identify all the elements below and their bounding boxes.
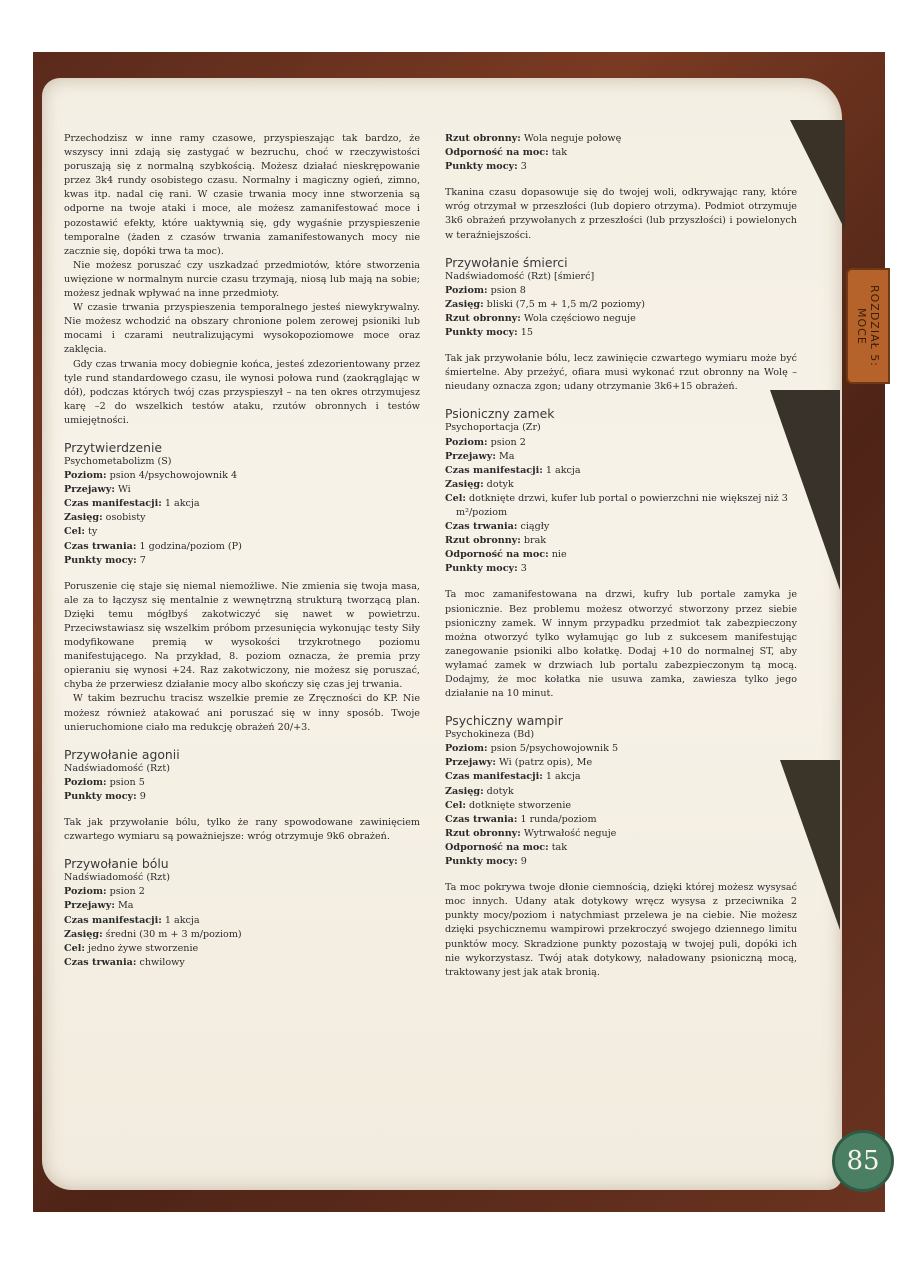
stat-line: Punkty mocy: 15 xyxy=(445,327,533,339)
power-description: Tkanina czasu dopasowuje się do twojej woli, odkrywając rany, które wróg otrzymał w przeszłości (lub dopiero otrzyma). Podmiot otrzymuje 3k6 obrażeń przywołanych z przeszłości (lub przyszłości) i powielonych w teraźniejszości. xyxy=(445,187,797,241)
power-title: Przytwierdzenie xyxy=(64,439,163,455)
stat-line: Czas manifestacji: 1 akcja xyxy=(445,464,581,476)
stat-line: Poziom: psion 4/psychowojownik 4 xyxy=(64,470,238,482)
power-discipline: Psychokineza (Bd) xyxy=(445,729,535,741)
stat-line: Czas manifestacji: 1 akcja xyxy=(64,498,200,510)
stat-line: Punkty mocy: 3 xyxy=(445,161,527,173)
page-number: 85 xyxy=(832,1130,894,1192)
stat-line: Cel: ty xyxy=(64,526,98,538)
stat-line: Czas trwania: 1 runda/poziom xyxy=(445,813,597,825)
stat-line: Odporność na moc: tak xyxy=(445,147,568,159)
intro-paragraph: Przechodzisz w inne ramy czasowe, przyspieszając tak bardzo, że wszyscy inni zdają się zastygać w bezruchu, choć w rzeczywistości poruszają się z normalną szybkością. Możesz działać nieskrępowanie przez 3k4 rundy osobistego czasu. Normalny i magiczny ogień, zimno, kwas itp. nadal cię rani. W czasie trwania mocy inne stworzenia są odporne na twoje ataki i moce, ale możesz zamanifestować moce i pozostawić efekty, które uaktywnią się, gdy wygaśnie przyspieszenie temporalne (żaden z czasów trwania zamanifestowanych mocy nie zacznie się, dopóki trwa ta moc). xyxy=(64,133,420,257)
stat-line: Poziom: psion 5/psychowojownik 5 xyxy=(445,743,619,755)
stat-line: Zasięg: osobisty xyxy=(64,512,146,524)
chapter-tab-label: ROZDZIAŁ 5: MOCE xyxy=(855,285,881,367)
power-description: Ta moc pokrywa twoje dłonie ciemnością, dzięki której możesz wysysać moc innych. Udany atak dotykowy wręcz wysysa z przeciwnika 2 punkty mocy/poziom i natychmiast przelewa je na ciebie. Nie możesz dzięki psychicznemu wampirowi przekroczyć swojego dziennego limitu punktów mocy. Skradzione punkty pozostają w twojej puli, dopóki ich nie wykorzystasz. Twój atak dotykowy, naładowany psioniczną mocą, traktowany jest jak atak bronią. xyxy=(445,882,797,978)
power-description: Ta moc zamanifestowana na drzwi, kufry lub portale zamyka je psionicznie. Bez problemu możesz otworzyć stworzony przez siebie psioniczny zamek. W innym przypadku przedmiot tak zabezpieczony można otworzyć tylko wyłamując go lub z sukcesem manifestując zanegowanie psioniki albo kołatkę. Dodaj +10 do normalnej ST, aby wyłamać zamek w drzwiach lub portalu zabezpieczonym tą mocą. Dodajmy, że moc kołatka nie usuwa zamka, zawiesza tylko jego działanie na 10 minut. xyxy=(445,589,797,700)
stat-line: Przejawy: Wi (patrz opis), Me xyxy=(445,757,593,769)
power-discipline: Nadświadomość (Rzt) [śmierć] xyxy=(445,270,595,282)
stat-line: Poziom: psion 2 xyxy=(64,886,145,898)
power-discipline: Nadświadomość (Rzt) xyxy=(64,872,170,884)
decorative-spike xyxy=(790,120,845,230)
stat-line: Czas trwania: ciągły xyxy=(445,521,550,533)
stat-line: Przejawy: Ma xyxy=(445,450,515,462)
stat-line: Punkty mocy: 3 xyxy=(445,563,527,575)
stat-line: Poziom: psion 8 xyxy=(445,284,526,296)
power-discipline: Psychometabolizm (S) xyxy=(64,455,172,467)
stat-line: Punkty mocy: 9 xyxy=(64,790,146,802)
stat-line: Czas trwania: 1 godzina/poziom (P) xyxy=(64,540,242,552)
stat-line: Rzut obronny: brak xyxy=(445,535,547,547)
power-discipline: Nadświadomość (Rzt) xyxy=(64,762,170,774)
stat-line: Cel: jedno żywe stworzenie xyxy=(64,942,199,954)
stat-line: Poziom: psion 2 xyxy=(445,436,526,448)
stat-line: Zasięg: średni (30 m + 3 m/poziom) xyxy=(64,928,242,940)
power-description: W takim bezruchu tracisz wszelkie premie ze Zręczności do KP. Nie możesz również atakować ani poruszać się w inny sposób. Twoje unieruchomione ciało ma redukcję obrażeń 20/+3. xyxy=(64,693,420,733)
stat-line: Odporność na moc: tak xyxy=(445,841,568,853)
intro-paragraph: Nie możesz poruszać czy uszkadzać przedmiotów, które stworzenia uwięzione w normalnym nurcie czasu trzymają, niosą lub mają na sobie; możesz jednak wpływać na inne przedmioty. xyxy=(64,259,420,300)
stat-line: Rzut obronny: Wola częściowo neguje xyxy=(445,312,636,324)
right-column xyxy=(445,132,797,980)
stat-line: Punkty mocy: 9 xyxy=(445,856,527,868)
stat-line: Przejawy: Wi xyxy=(64,484,131,496)
stat-line: Zasięg: dotyk xyxy=(445,478,514,490)
stat-line: Poziom: psion 5 xyxy=(64,776,145,788)
stat-line: Cel: dotknięte drzwi, kufer lub portal o powierzchni nie większej niż 3 m²/poziom xyxy=(445,492,788,518)
stat-line: Rzut obronny: Wytrwałość neguje xyxy=(445,827,617,839)
power-title: Przywołanie śmierci xyxy=(445,254,568,270)
power-title: Psychiczny wampir xyxy=(445,713,563,729)
stat-line: Punkty mocy: 7 xyxy=(64,554,146,566)
chapter-tab xyxy=(846,268,890,384)
power-title: Przywołanie bólu xyxy=(64,856,169,872)
left-column xyxy=(64,132,420,970)
stat-line: Odporność na moc: nie xyxy=(445,549,567,561)
stat-line: Czas manifestacji: 1 akcja xyxy=(445,771,581,783)
intro-paragraph: Gdy czas trwania mocy dobiegnie końca, jesteś zdezorientowany przez tyle rund standardowego czasu, ile wynosi połowa rund (zaokrąglając w dół), podczas których twój czas przyspieszył – na ten okres otrzymujesz karę –2 do wszelkich testów ataku, rzutów obronnych i testów umiejętności. xyxy=(64,358,420,426)
stat-line: Czas manifestacji: 1 akcja xyxy=(64,914,200,926)
intro-paragraph: W czasie trwania przyspieszenia temporalnego jesteś niewykrywalny. Nie możesz wchodzić na obszary chronione polem zerowej psioniki lub mocami i czarami neutralizującymi wysokopoziomowe moce oraz zaklęcia. xyxy=(64,302,420,356)
stat-line: Cel: dotknięte stworzenie xyxy=(445,799,572,811)
power-title: Psioniczny zamek xyxy=(445,406,555,422)
power-title: Przywołanie agonii xyxy=(64,746,180,762)
stat-line: Przejawy: Ma xyxy=(64,900,134,912)
stat-line: Zasięg: bliski (7,5 m + 1,5 m/2 poziomy) xyxy=(445,298,645,310)
stat-line: Czas trwania: chwilowy xyxy=(64,956,185,968)
stat-line: Rzut obronny: Wola neguje połowę xyxy=(445,133,622,144)
power-description: Poruszenie cię staje się niemal niemożliwe. Nie zmienia się twoja masa, ale za to łączysz się mentalnie z wewnętrzną strukturą tworzącą plan. Dzięki temu mógłbyś zakotwiczyć się nawet w powietrzu. Przeciwstawiasz się wszelkim próbom przesunięcia wykonując testy Siły modyfikowane premią w wysokości trzykrotnego poziomu manifestującego. Na przykład, 8. poziom oznacza, że premia przy opieraniu się wynosi +24. Raz zakotwiczony, nie możesz się poruszać, chyba że przerwiesz działanie mocy albo skończy się czas jej trwania. xyxy=(64,580,420,691)
power-discipline: Psychoportacja (Zr) xyxy=(445,422,541,434)
stat-line: Zasięg: dotyk xyxy=(445,785,514,797)
power-description: Tak jak przywołanie bólu, tylko że rany spowodowane zawinięciem czwartego wymiaru są poważniejsze: wróg otrzymuje 9k6 obrażeń. xyxy=(64,817,420,843)
power-description: Tak jak przywołanie bólu, lecz zawinięcie czwartego wymiaru może być śmiertelne. Aby przeżyć, ofiara musi wykonać rzut obronny na Wolę – nieudany oznacza zgon; udany otrzymanie 3k6+15 obrażeń. xyxy=(445,353,797,393)
